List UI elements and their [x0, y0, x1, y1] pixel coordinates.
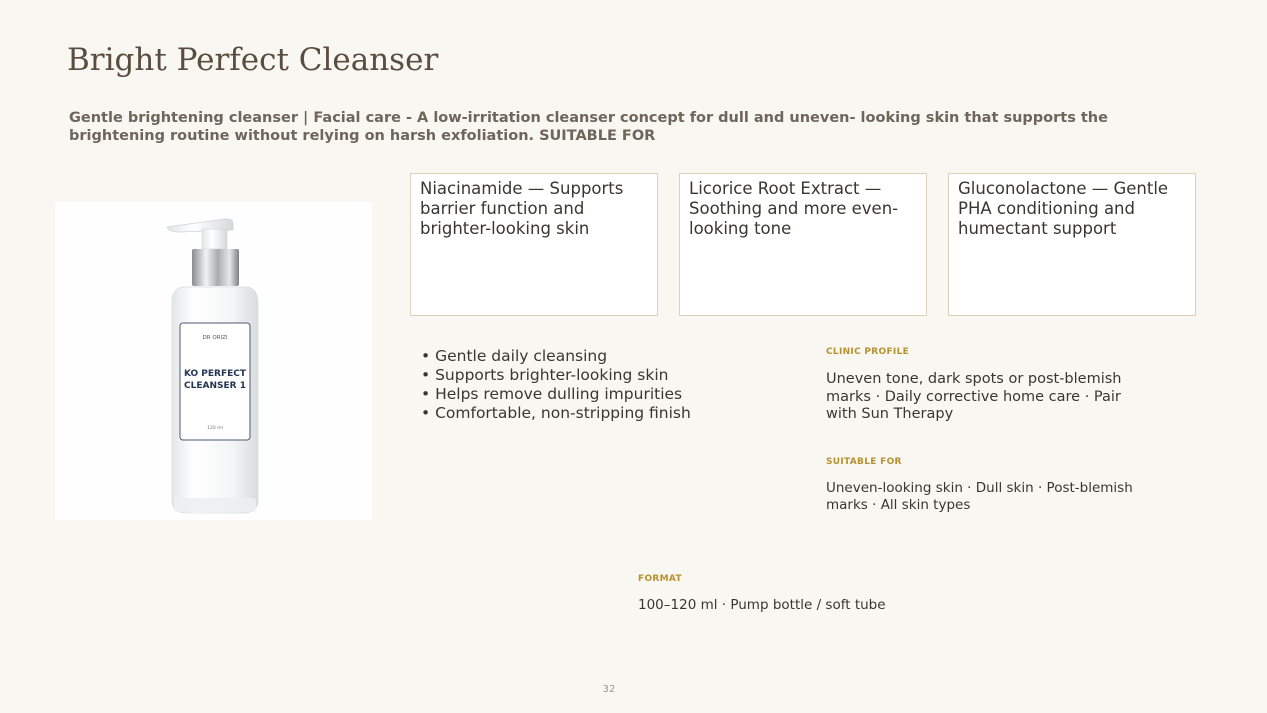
clinic-profile-label: CLINIC PROFILE — [826, 347, 910, 357]
benefit-item: • Gentle daily cleansing — [421, 347, 691, 366]
product-image — [55, 202, 372, 520]
cleanser-bottle-illustration — [55, 202, 372, 520]
page-number: 32 — [602, 684, 616, 695]
suitable-for-label: SUITABLE FOR — [826, 457, 902, 467]
suitable-for-text: Uneven-looking skin · Dull skin · Post-blemish marks · All skin types — [826, 480, 1133, 513]
bottle-label-line1: KO PERFECT — [183, 369, 247, 379]
ingredient-card-licorice-root: Licorice Root Extract — Soothing and more even-looking tone — [679, 173, 927, 316]
clinic-profile-text: Uneven tone, dark spots or post-blemish marks · Daily corrective home care · Pair with Sun Therapy — [826, 371, 1122, 422]
bottle-label-line2: CLEANSER 1 — [184, 381, 246, 391]
benefit-item: • Helps remove dulling impurities — [421, 385, 691, 404]
benefit-item: • Comfortable, non-stripping finish — [421, 404, 691, 423]
benefits-list — [421, 347, 691, 423]
benefit-item: • Supports brighter-looking skin — [421, 366, 691, 385]
format-label: FORMAT — [638, 574, 682, 584]
bottle-volume-text: 120 ml — [207, 426, 223, 431]
ingredient-card-niacinamide: Niacinamide — Supports barrier function and brighter-looking skin — [410, 173, 658, 316]
bottle-brand-text: DR ORIZI — [202, 335, 228, 341]
ingredient-card-gluconolactone: Gluconolactone — Gentle PHA conditioning and humectant support — [948, 173, 1196, 316]
slide-subtitle: Gentle brightening cleanser | Facial care - A low-irritation cleanser concept for dull and uneven- looking skin that supports the brightening routine without relying on harsh exfoliation. SUITABLE FOR — [69, 110, 1108, 144]
format-text: 100–120 ml · Pump bottle / soft tube — [638, 597, 886, 613]
slide-title: Bright Perfect Cleanser — [67, 42, 439, 78]
